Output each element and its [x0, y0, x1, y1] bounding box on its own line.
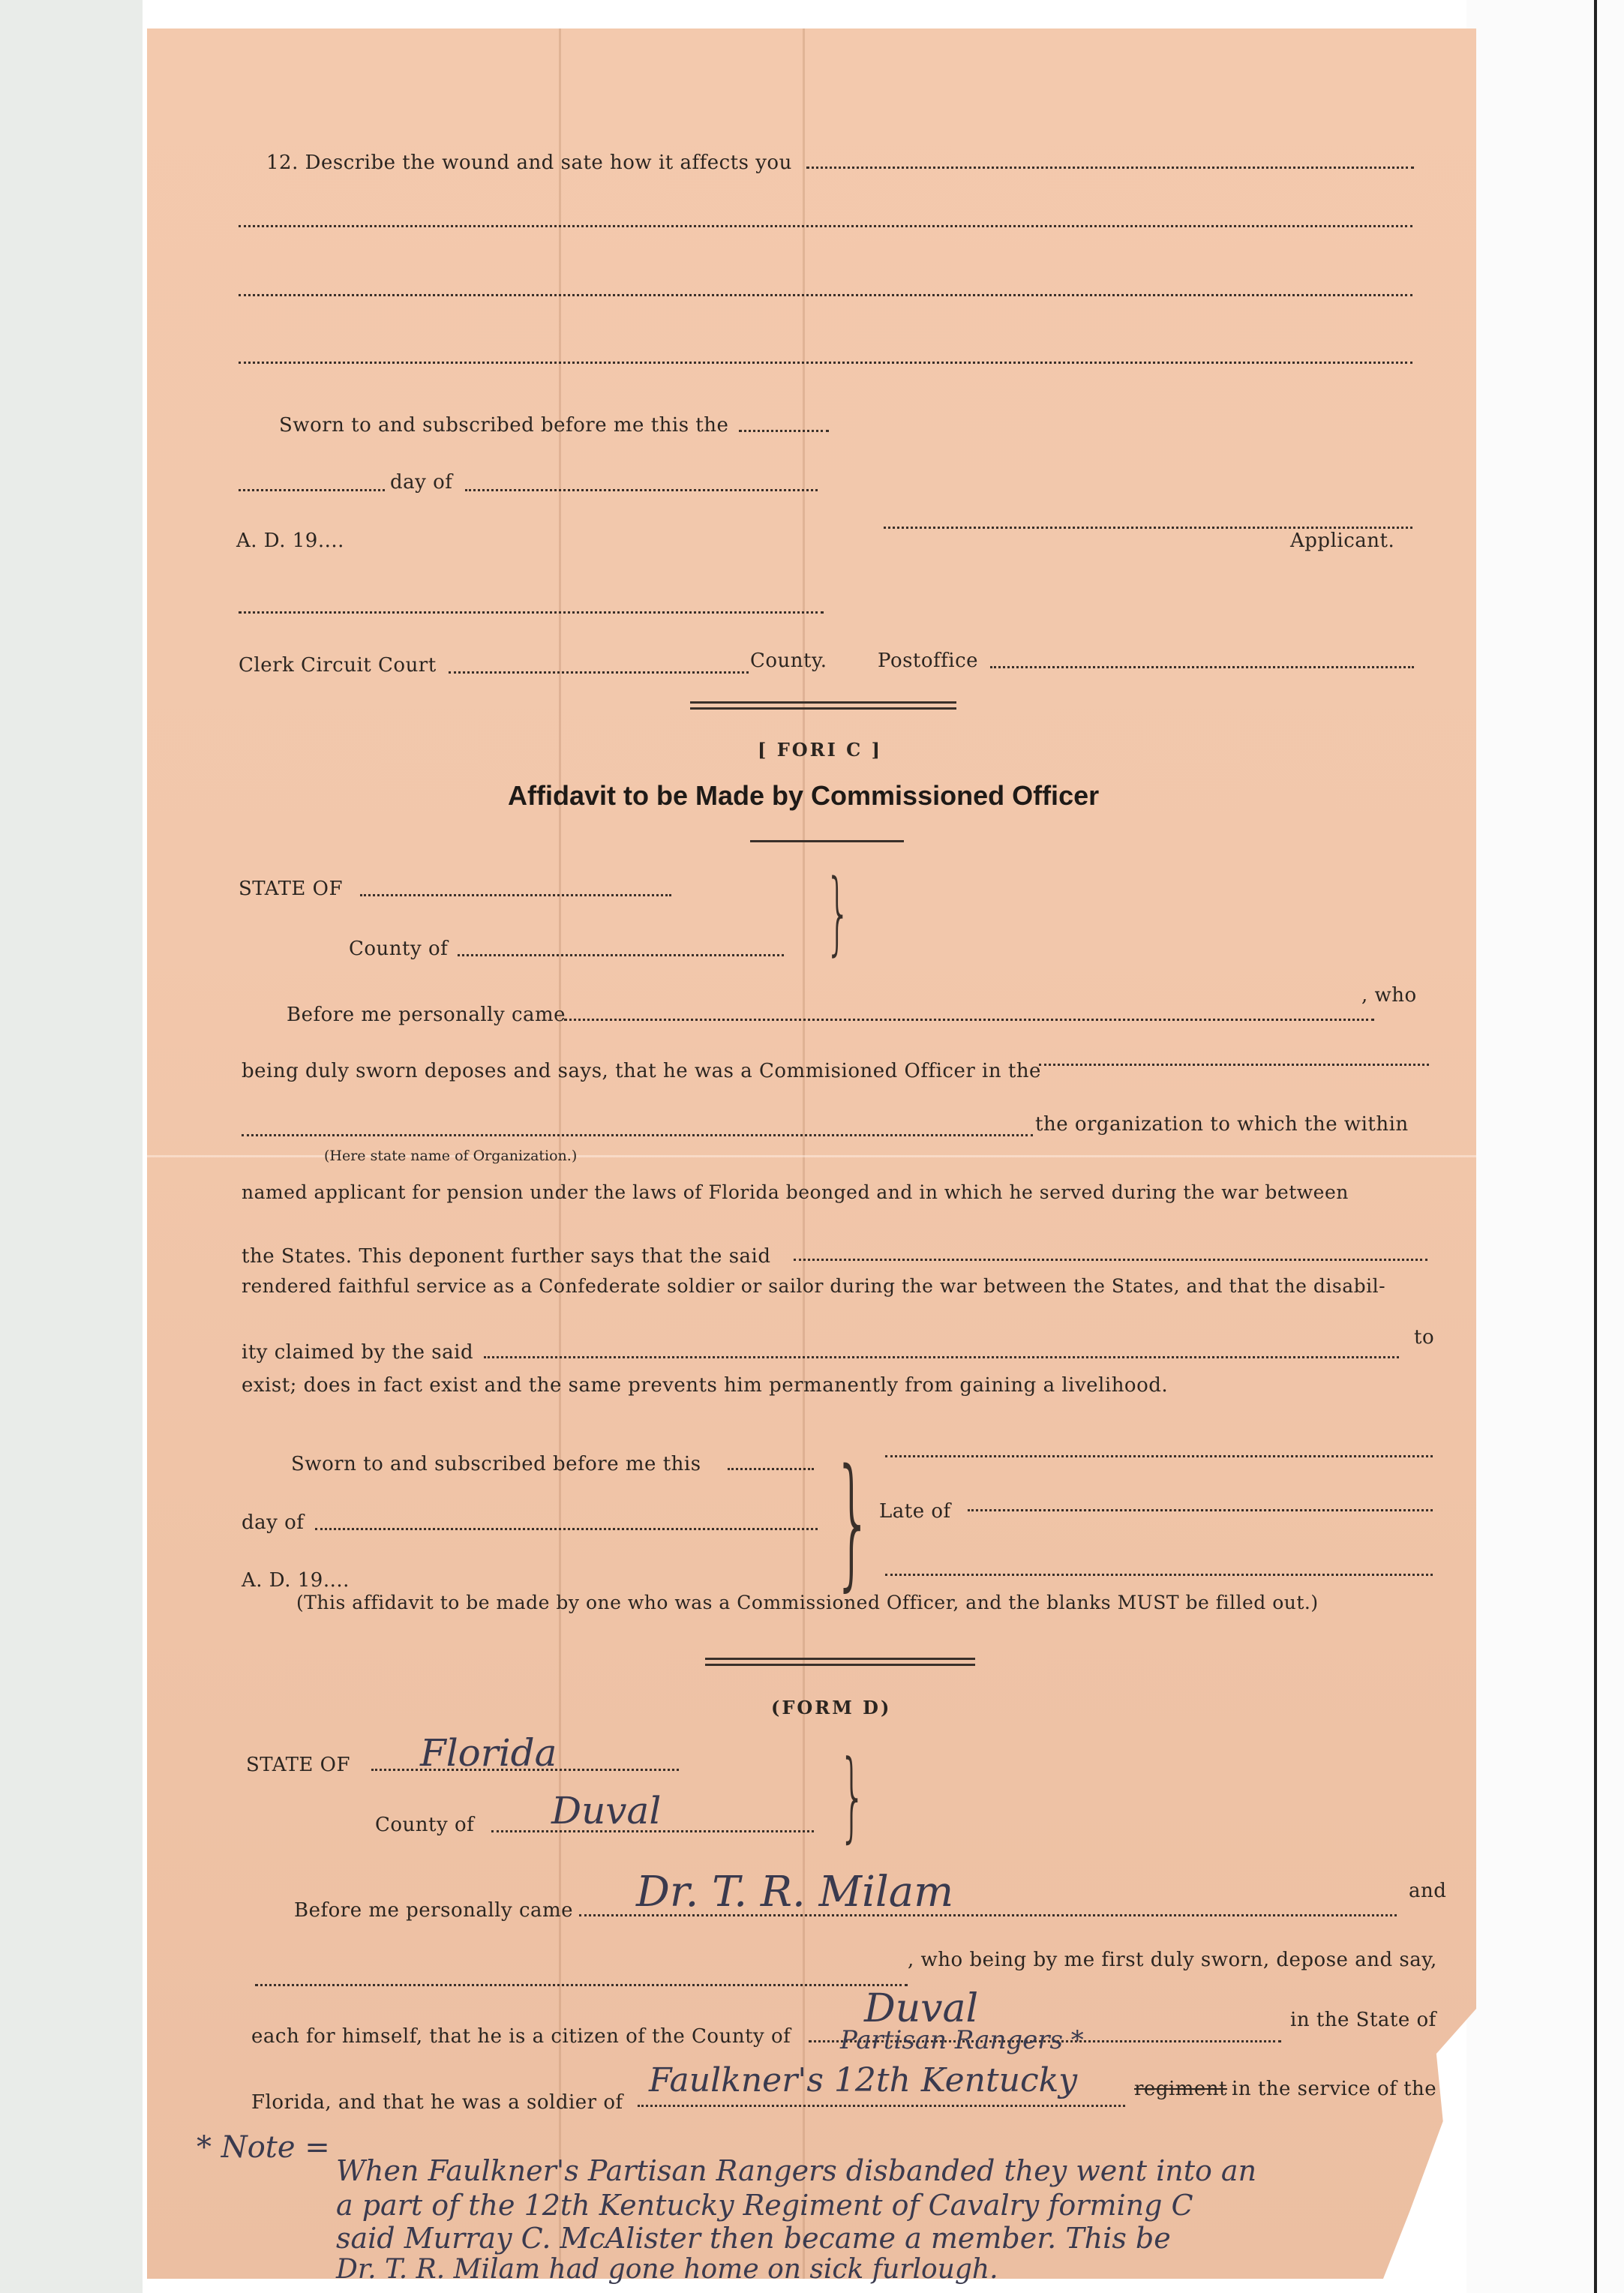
- affidavit-note: (This affidavit to be made by one who was a Commissioned Officer, and the blanks MUST be filled out.): [296, 1592, 1319, 1613]
- service-of-text: in the service of the: [1232, 2078, 1437, 2100]
- postoffice-label: Postoffice: [878, 650, 979, 672]
- blank-line: [255, 1984, 908, 1986]
- applicant-label: Applicant.: [1290, 530, 1395, 552]
- bracket: }: [839, 1739, 867, 1853]
- being-sworn-text: being duly sworn deposes and says, that he was a Commisioned Officer in the: [242, 1060, 1041, 1082]
- section-divider: [690, 701, 956, 710]
- question-12: 12. Describe the wound and sate how it affects you: [266, 152, 792, 174]
- blank-line: [739, 430, 829, 432]
- florida-soldier-text: Florida, and that he was a soldier of: [251, 2091, 623, 2114]
- blank-line: [239, 362, 1412, 364]
- who-being-text: , who being by me first duly sworn, depose and say,: [908, 1949, 1437, 1971]
- sworn-text: Sworn to and subscribed before me this the: [279, 414, 729, 437]
- before-me-text: Before me personally came: [287, 1004, 566, 1026]
- named-applicant-text: named applicant for pension under the laws of Florida beonged and in which he served during the war between: [242, 1181, 1349, 1203]
- handwritten-unit: Faulkner's 12th Kentucky: [649, 2061, 1078, 2099]
- applicant-signature-line: [884, 527, 1412, 529]
- ity-claimed-text: ity claimed by the said: [242, 1341, 474, 1364]
- handwritten-name: Dr. T. R. Milam: [636, 1868, 954, 1916]
- late-of-label: Late of: [879, 1500, 951, 1523]
- in-state-text: in the State of: [1290, 2009, 1436, 2031]
- state-of-label: STATE OF: [246, 1754, 351, 1776]
- handwritten-citizen-county: Duval: [864, 1986, 979, 2031]
- sworn-this-text: Sworn to and subscribed before me this: [291, 1453, 701, 1475]
- and-text: and: [1409, 1880, 1447, 1902]
- regiment-struck: regiment: [1134, 2078, 1228, 2100]
- county-field: [458, 954, 784, 956]
- ad-year-label: A. D. 19....: [236, 530, 344, 552]
- blank-line: [239, 489, 385, 491]
- state-field: [360, 894, 671, 896]
- handwritten-county: Duval: [551, 1789, 662, 1832]
- blank-line: [885, 1574, 1433, 1576]
- county-of-label: County of: [349, 938, 449, 960]
- day-of-label: day of: [390, 471, 453, 494]
- title-underline: [750, 840, 904, 842]
- fold-crease: [803, 29, 805, 2279]
- bracket: }: [833, 1439, 874, 1604]
- organization-hint: (Here state name of Organization.): [324, 1148, 578, 1164]
- note-line: Dr. T. R. Milam had gone home on sick furlough.: [336, 2254, 998, 2285]
- day-of-label: day of: [242, 1511, 305, 1534]
- unit-field: [638, 2105, 1125, 2107]
- rendered-text: rendered faithful service as a Confederate soldier or sailor during the war between the States, and that the disabil-: [242, 1275, 1386, 1297]
- disability-field: [484, 1356, 1399, 1358]
- clerk-label: Clerk Circuit Court: [239, 654, 437, 677]
- officer-signature-line: [885, 1455, 1433, 1457]
- applicant-name-field: [794, 1259, 1427, 1261]
- each-himself-text: each for himself, that he is a citizen of the County of: [251, 2025, 791, 2048]
- clerk-signature-line: [239, 611, 824, 614]
- state-of-label: STATE OF: [239, 878, 344, 900]
- organization-field: [242, 1134, 1033, 1136]
- scan-background-left: [0, 0, 143, 2293]
- blank-line: [990, 666, 1414, 668]
- form-d-label: (FORM D): [771, 1697, 892, 1718]
- blank-line: [315, 1528, 818, 1530]
- form-c-title: Affidavit to be Made by Commissioned Officer: [508, 780, 1100, 811]
- before-me-text: Before me personally came: [294, 1899, 574, 1922]
- section-divider: [705, 1658, 975, 1666]
- blank-line: [806, 167, 1414, 169]
- bracket: }: [825, 861, 851, 965]
- county-label: County.: [750, 650, 827, 672]
- blank-line: [239, 294, 1412, 296]
- blank-line: [239, 225, 1412, 227]
- the-states-text: the States. This deponent further says that the said: [242, 1245, 771, 1268]
- ad-year-label: A. D. 19....: [242, 1569, 350, 1592]
- organization-text: the organization to which the within: [1035, 1113, 1409, 1136]
- late-of-field: [968, 1509, 1433, 1511]
- blank-line: [449, 671, 749, 674]
- scan-background-right: [1466, 0, 1624, 2293]
- scan-edge: [1594, 0, 1597, 2293]
- note-line: said Murray C. McAlister then became a member. This be: [336, 2222, 1171, 2255]
- form-c-label: [ FORI C ]: [758, 739, 882, 761]
- blank-line: [465, 489, 818, 491]
- note-line: a part of the 12th Kentucky Regiment of Cavalry forming C: [336, 2189, 1193, 2222]
- blank-line: [728, 1468, 814, 1470]
- who-text: , who: [1361, 984, 1417, 1007]
- note-line: When Faulkner's Partisan Rangers disbanded they went into an: [336, 2154, 1257, 2187]
- to-text: to: [1414, 1326, 1435, 1349]
- handwritten-unit-insert: Partisan Rangers *: [840, 2025, 1084, 2055]
- organization-field: [1039, 1064, 1429, 1066]
- handwritten-state: Florida: [420, 1731, 557, 1775]
- county-of-label: County of: [375, 1814, 475, 1836]
- note-marker: * Note =: [197, 2130, 330, 2165]
- name-field: [564, 1019, 1374, 1021]
- exist-text: exist; does in fact exist and the same prevents him permanently from gaining a livelihood.: [242, 1374, 1169, 1397]
